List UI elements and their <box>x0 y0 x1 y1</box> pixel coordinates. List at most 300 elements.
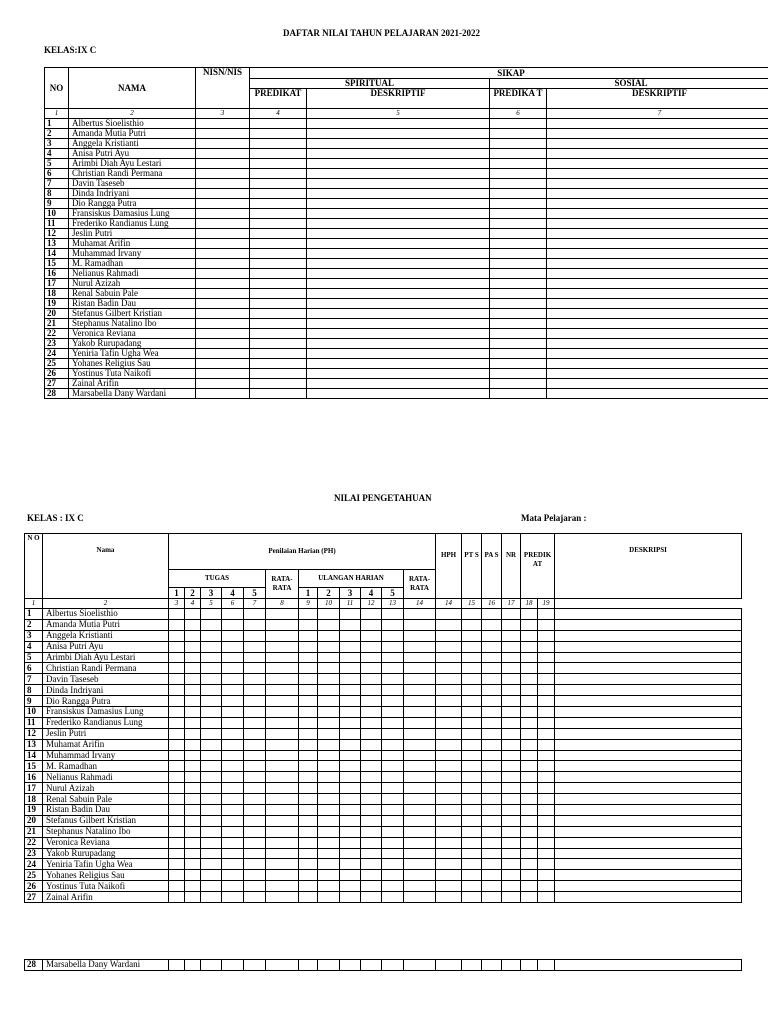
grade-cell[interactable] <box>521 717 538 728</box>
grade-cell[interactable] <box>521 870 538 881</box>
grade-cell[interactable] <box>185 848 201 859</box>
grade-cell[interactable] <box>555 707 742 718</box>
grade-cell[interactable] <box>318 652 340 663</box>
grade-cell[interactable] <box>244 805 266 816</box>
grade-cell[interactable] <box>521 619 538 630</box>
grade-cell[interactable] <box>521 805 538 816</box>
grade-cell[interactable] <box>482 881 502 892</box>
grade-cell[interactable] <box>482 761 502 772</box>
grade-cell[interactable] <box>169 794 185 805</box>
grade-cell[interactable] <box>222 652 244 663</box>
grade-cell[interactable] <box>250 149 307 159</box>
grade-cell[interactable] <box>222 892 244 903</box>
grade-cell[interactable] <box>266 772 299 783</box>
grade-cell[interactable] <box>482 892 502 903</box>
grade-cell[interactable] <box>244 892 266 903</box>
grade-cell[interactable] <box>307 139 490 149</box>
grade-cell[interactable] <box>244 794 266 805</box>
grade-cell[interactable] <box>361 870 382 881</box>
grade-cell[interactable] <box>196 149 250 159</box>
grade-cell[interactable] <box>547 279 768 289</box>
grade-cell[interactable] <box>382 739 404 750</box>
grade-cell[interactable] <box>404 652 436 663</box>
grade-cell[interactable] <box>538 892 555 903</box>
grade-cell[interactable] <box>307 379 490 389</box>
grade-cell[interactable] <box>266 848 299 859</box>
grade-cell[interactable] <box>185 630 201 641</box>
grade-cell[interactable] <box>250 269 307 279</box>
grade-cell[interactable] <box>482 696 502 707</box>
grade-cell[interactable] <box>340 652 361 663</box>
grade-cell[interactable] <box>318 728 340 739</box>
grade-cell[interactable] <box>222 960 244 971</box>
grade-cell[interactable] <box>250 129 307 139</box>
grade-cell[interactable] <box>266 870 299 881</box>
grade-cell[interactable] <box>250 199 307 209</box>
grade-cell[interactable] <box>201 870 222 881</box>
grade-cell[interactable] <box>361 826 382 837</box>
grade-cell[interactable] <box>547 219 768 229</box>
grade-cell[interactable] <box>404 717 436 728</box>
grade-cell[interactable] <box>307 389 490 399</box>
grade-cell[interactable] <box>404 761 436 772</box>
grade-cell[interactable] <box>299 870 318 881</box>
grade-cell[interactable] <box>185 772 201 783</box>
grade-cell[interactable] <box>185 826 201 837</box>
grade-cell[interactable] <box>555 761 742 772</box>
grade-cell[interactable] <box>490 259 547 269</box>
grade-cell[interactable] <box>299 685 318 696</box>
grade-cell[interactable] <box>266 652 299 663</box>
grade-cell[interactable] <box>318 707 340 718</box>
grade-cell[interactable] <box>340 630 361 641</box>
grade-cell[interactable] <box>318 826 340 837</box>
grade-cell[interactable] <box>404 641 436 652</box>
grade-cell[interactable] <box>222 761 244 772</box>
grade-cell[interactable] <box>404 663 436 674</box>
grade-cell[interactable] <box>361 630 382 641</box>
grade-cell[interactable] <box>502 674 521 685</box>
grade-cell[interactable] <box>361 761 382 772</box>
grade-cell[interactable] <box>307 269 490 279</box>
grade-cell[interactable] <box>169 837 185 848</box>
grade-cell[interactable] <box>340 750 361 761</box>
grade-cell[interactable] <box>502 837 521 848</box>
grade-cell[interactable] <box>299 641 318 652</box>
grade-cell[interactable] <box>436 707 462 718</box>
grade-cell[interactable] <box>538 794 555 805</box>
grade-cell[interactable] <box>555 870 742 881</box>
grade-cell[interactable] <box>244 609 266 620</box>
grade-cell[interactable] <box>222 641 244 652</box>
grade-cell[interactable] <box>244 674 266 685</box>
grade-cell[interactable] <box>266 685 299 696</box>
grade-cell[interactable] <box>185 609 201 620</box>
grade-cell[interactable] <box>382 859 404 870</box>
grade-cell[interactable] <box>185 859 201 870</box>
grade-cell[interactable] <box>299 750 318 761</box>
grade-cell[interactable] <box>382 794 404 805</box>
grade-cell[interactable] <box>436 609 462 620</box>
grade-cell[interactable] <box>502 815 521 826</box>
grade-cell[interactable] <box>538 881 555 892</box>
grade-cell[interactable] <box>521 960 538 971</box>
grade-cell[interactable] <box>318 960 340 971</box>
grade-cell[interactable] <box>462 674 482 685</box>
grade-cell[interactable] <box>538 848 555 859</box>
grade-cell[interactable] <box>169 783 185 794</box>
grade-cell[interactable] <box>404 826 436 837</box>
grade-cell[interactable] <box>361 837 382 848</box>
grade-cell[interactable] <box>538 826 555 837</box>
grade-cell[interactable] <box>307 369 490 379</box>
grade-cell[interactable] <box>436 805 462 816</box>
grade-cell[interactable] <box>169 739 185 750</box>
grade-cell[interactable] <box>436 815 462 826</box>
grade-cell[interactable] <box>222 848 244 859</box>
grade-cell[interactable] <box>307 219 490 229</box>
grade-cell[interactable] <box>547 349 768 359</box>
grade-cell[interactable] <box>462 826 482 837</box>
grade-cell[interactable] <box>547 199 768 209</box>
grade-cell[interactable] <box>201 739 222 750</box>
grade-cell[interactable] <box>482 641 502 652</box>
grade-cell[interactable] <box>340 609 361 620</box>
grade-cell[interactable] <box>521 641 538 652</box>
grade-cell[interactable] <box>482 630 502 641</box>
grade-cell[interactable] <box>404 815 436 826</box>
grade-cell[interactable] <box>299 652 318 663</box>
grade-cell[interactable] <box>502 652 521 663</box>
grade-cell[interactable] <box>490 289 547 299</box>
grade-cell[interactable] <box>201 837 222 848</box>
grade-cell[interactable] <box>382 707 404 718</box>
grade-cell[interactable] <box>244 663 266 674</box>
grade-cell[interactable] <box>185 750 201 761</box>
grade-cell[interactable] <box>482 870 502 881</box>
grade-cell[interactable] <box>244 750 266 761</box>
grade-cell[interactable] <box>266 674 299 685</box>
grade-cell[interactable] <box>521 685 538 696</box>
grade-cell[interactable] <box>538 805 555 816</box>
grade-cell[interactable] <box>382 870 404 881</box>
grade-cell[interactable] <box>462 837 482 848</box>
grade-cell[interactable] <box>502 641 521 652</box>
grade-cell[interactable] <box>382 892 404 903</box>
grade-cell[interactable] <box>307 329 490 339</box>
grade-cell[interactable] <box>502 859 521 870</box>
grade-cell[interactable] <box>538 685 555 696</box>
grade-cell[interactable] <box>482 837 502 848</box>
grade-cell[interactable] <box>266 619 299 630</box>
grade-cell[interactable] <box>250 319 307 329</box>
grade-cell[interactable] <box>555 652 742 663</box>
grade-cell[interactable] <box>318 837 340 848</box>
grade-cell[interactable] <box>250 139 307 149</box>
grade-cell[interactable] <box>299 717 318 728</box>
grade-cell[interactable] <box>382 772 404 783</box>
grade-cell[interactable] <box>538 696 555 707</box>
grade-cell[interactable] <box>521 652 538 663</box>
grade-cell[interactable] <box>462 717 482 728</box>
grade-cell[interactable] <box>196 119 250 129</box>
grade-cell[interactable] <box>538 859 555 870</box>
grade-cell[interactable] <box>340 892 361 903</box>
grade-cell[interactable] <box>201 848 222 859</box>
grade-cell[interactable] <box>266 696 299 707</box>
grade-cell[interactable] <box>404 859 436 870</box>
grade-cell[interactable] <box>547 319 768 329</box>
grade-cell[interactable] <box>547 359 768 369</box>
grade-cell[interactable] <box>250 179 307 189</box>
grade-cell[interactable] <box>538 707 555 718</box>
grade-cell[interactable] <box>340 870 361 881</box>
grade-cell[interactable] <box>169 663 185 674</box>
grade-cell[interactable] <box>547 149 768 159</box>
grade-cell[interactable] <box>222 783 244 794</box>
grade-cell[interactable] <box>436 728 462 739</box>
grade-cell[interactable] <box>436 826 462 837</box>
grade-cell[interactable] <box>250 309 307 319</box>
grade-cell[interactable] <box>382 960 404 971</box>
grade-cell[interactable] <box>436 619 462 630</box>
grade-cell[interactable] <box>196 339 250 349</box>
grade-cell[interactable] <box>547 159 768 169</box>
grade-cell[interactable] <box>490 199 547 209</box>
grade-cell[interactable] <box>244 859 266 870</box>
grade-cell[interactable] <box>169 609 185 620</box>
grade-cell[interactable] <box>462 750 482 761</box>
grade-cell[interactable] <box>307 159 490 169</box>
grade-cell[interactable] <box>340 826 361 837</box>
grade-cell[interactable] <box>404 805 436 816</box>
grade-cell[interactable] <box>482 750 502 761</box>
grade-cell[interactable] <box>436 892 462 903</box>
grade-cell[interactable] <box>361 750 382 761</box>
grade-cell[interactable] <box>555 815 742 826</box>
grade-cell[interactable] <box>185 805 201 816</box>
grade-cell[interactable] <box>361 794 382 805</box>
grade-cell[interactable] <box>502 609 521 620</box>
grade-cell[interactable] <box>307 359 490 369</box>
grade-cell[interactable] <box>299 783 318 794</box>
grade-cell[interactable] <box>436 739 462 750</box>
grade-cell[interactable] <box>490 299 547 309</box>
grade-cell[interactable] <box>340 848 361 859</box>
grade-cell[interactable] <box>340 960 361 971</box>
grade-cell[interactable] <box>361 717 382 728</box>
grade-cell[interactable] <box>299 696 318 707</box>
grade-cell[interactable] <box>555 837 742 848</box>
grade-cell[interactable] <box>436 783 462 794</box>
grade-cell[interactable] <box>547 299 768 309</box>
grade-cell[interactable] <box>196 359 250 369</box>
grade-cell[interactable] <box>361 892 382 903</box>
grade-cell[interactable] <box>547 139 768 149</box>
grade-cell[interactable] <box>250 259 307 269</box>
grade-cell[interactable] <box>521 761 538 772</box>
grade-cell[interactable] <box>340 837 361 848</box>
grade-cell[interactable] <box>436 652 462 663</box>
grade-cell[interactable] <box>201 881 222 892</box>
grade-cell[interactable] <box>436 794 462 805</box>
grade-cell[interactable] <box>436 837 462 848</box>
grade-cell[interactable] <box>555 750 742 761</box>
grade-cell[interactable] <box>169 805 185 816</box>
grade-cell[interactable] <box>266 663 299 674</box>
grade-cell[interactable] <box>361 685 382 696</box>
grade-cell[interactable] <box>555 892 742 903</box>
grade-cell[interactable] <box>490 319 547 329</box>
grade-cell[interactable] <box>244 685 266 696</box>
grade-cell[interactable] <box>250 379 307 389</box>
grade-cell[interactable] <box>307 179 490 189</box>
grade-cell[interactable] <box>169 728 185 739</box>
grade-cell[interactable] <box>169 685 185 696</box>
grade-cell[interactable] <box>299 728 318 739</box>
grade-cell[interactable] <box>307 229 490 239</box>
grade-cell[interactable] <box>201 728 222 739</box>
grade-cell[interactable] <box>547 339 768 349</box>
grade-cell[interactable] <box>462 859 482 870</box>
grade-cell[interactable] <box>555 674 742 685</box>
grade-cell[interactable] <box>436 717 462 728</box>
grade-cell[interactable] <box>318 619 340 630</box>
grade-cell[interactable] <box>201 641 222 652</box>
grade-cell[interactable] <box>299 609 318 620</box>
grade-cell[interactable] <box>266 859 299 870</box>
grade-cell[interactable] <box>196 229 250 239</box>
grade-cell[interactable] <box>299 881 318 892</box>
grade-cell[interactable] <box>547 379 768 389</box>
grade-cell[interactable] <box>538 674 555 685</box>
grade-cell[interactable] <box>502 750 521 761</box>
grade-cell[interactable] <box>340 728 361 739</box>
grade-cell[interactable] <box>502 685 521 696</box>
grade-cell[interactable] <box>502 761 521 772</box>
grade-cell[interactable] <box>244 848 266 859</box>
grade-cell[interactable] <box>547 239 768 249</box>
grade-cell[interactable] <box>404 674 436 685</box>
grade-cell[interactable] <box>222 837 244 848</box>
grade-cell[interactable] <box>340 663 361 674</box>
grade-cell[interactable] <box>196 289 250 299</box>
grade-cell[interactable] <box>436 663 462 674</box>
grade-cell[interactable] <box>555 609 742 620</box>
grade-cell[interactable] <box>361 815 382 826</box>
grade-cell[interactable] <box>299 960 318 971</box>
grade-cell[interactable] <box>502 619 521 630</box>
grade-cell[interactable] <box>521 794 538 805</box>
grade-cell[interactable] <box>307 199 490 209</box>
grade-cell[interactable] <box>538 717 555 728</box>
grade-cell[interactable] <box>299 805 318 816</box>
grade-cell[interactable] <box>538 641 555 652</box>
grade-cell[interactable] <box>222 609 244 620</box>
grade-cell[interactable] <box>490 329 547 339</box>
grade-cell[interactable] <box>382 685 404 696</box>
grade-cell[interactable] <box>266 707 299 718</box>
grade-cell[interactable] <box>201 783 222 794</box>
grade-cell[interactable] <box>169 761 185 772</box>
grade-cell[interactable] <box>196 129 250 139</box>
grade-cell[interactable] <box>244 960 266 971</box>
grade-cell[interactable] <box>185 761 201 772</box>
grade-cell[interactable] <box>196 139 250 149</box>
grade-cell[interactable] <box>169 859 185 870</box>
grade-cell[interactable] <box>299 674 318 685</box>
grade-cell[interactable] <box>185 837 201 848</box>
grade-cell[interactable] <box>462 652 482 663</box>
grade-cell[interactable] <box>490 389 547 399</box>
grade-cell[interactable] <box>318 805 340 816</box>
grade-cell[interactable] <box>185 652 201 663</box>
grade-cell[interactable] <box>299 826 318 837</box>
grade-cell[interactable] <box>462 815 482 826</box>
grade-cell[interactable] <box>250 329 307 339</box>
grade-cell[interactable] <box>538 772 555 783</box>
grade-cell[interactable] <box>222 707 244 718</box>
grade-cell[interactable] <box>201 619 222 630</box>
grade-cell[interactable] <box>196 179 250 189</box>
grade-cell[interactable] <box>185 815 201 826</box>
grade-cell[interactable] <box>169 750 185 761</box>
grade-cell[interactable] <box>185 696 201 707</box>
grade-cell[interactable] <box>547 369 768 379</box>
grade-cell[interactable] <box>318 783 340 794</box>
grade-cell[interactable] <box>185 619 201 630</box>
grade-cell[interactable] <box>490 119 547 129</box>
grade-cell[interactable] <box>244 652 266 663</box>
grade-cell[interactable] <box>382 652 404 663</box>
grade-cell[interactable] <box>521 783 538 794</box>
grade-cell[interactable] <box>340 783 361 794</box>
grade-cell[interactable] <box>482 739 502 750</box>
grade-cell[interactable] <box>266 609 299 620</box>
grade-cell[interactable] <box>169 881 185 892</box>
grade-cell[interactable] <box>196 159 250 169</box>
grade-cell[interactable] <box>547 269 768 279</box>
grade-cell[interactable] <box>490 169 547 179</box>
grade-cell[interactable] <box>244 696 266 707</box>
grade-cell[interactable] <box>244 717 266 728</box>
grade-cell[interactable] <box>382 761 404 772</box>
grade-cell[interactable] <box>490 309 547 319</box>
grade-cell[interactable] <box>502 870 521 881</box>
grade-cell[interactable] <box>318 772 340 783</box>
grade-cell[interactable] <box>318 739 340 750</box>
grade-cell[interactable] <box>482 685 502 696</box>
grade-cell[interactable] <box>404 630 436 641</box>
grade-cell[interactable] <box>318 815 340 826</box>
grade-cell[interactable] <box>382 837 404 848</box>
grade-cell[interactable] <box>502 892 521 903</box>
grade-cell[interactable] <box>169 630 185 641</box>
grade-cell[interactable] <box>250 189 307 199</box>
grade-cell[interactable] <box>502 826 521 837</box>
grade-cell[interactable] <box>244 826 266 837</box>
grade-cell[interactable] <box>169 848 185 859</box>
grade-cell[interactable] <box>222 728 244 739</box>
grade-cell[interactable] <box>490 229 547 239</box>
grade-cell[interactable] <box>340 696 361 707</box>
grade-cell[interactable] <box>462 848 482 859</box>
grade-cell[interactable] <box>244 870 266 881</box>
grade-cell[interactable] <box>521 609 538 620</box>
grade-cell[interactable] <box>340 717 361 728</box>
grade-cell[interactable] <box>462 641 482 652</box>
grade-cell[interactable] <box>547 169 768 179</box>
